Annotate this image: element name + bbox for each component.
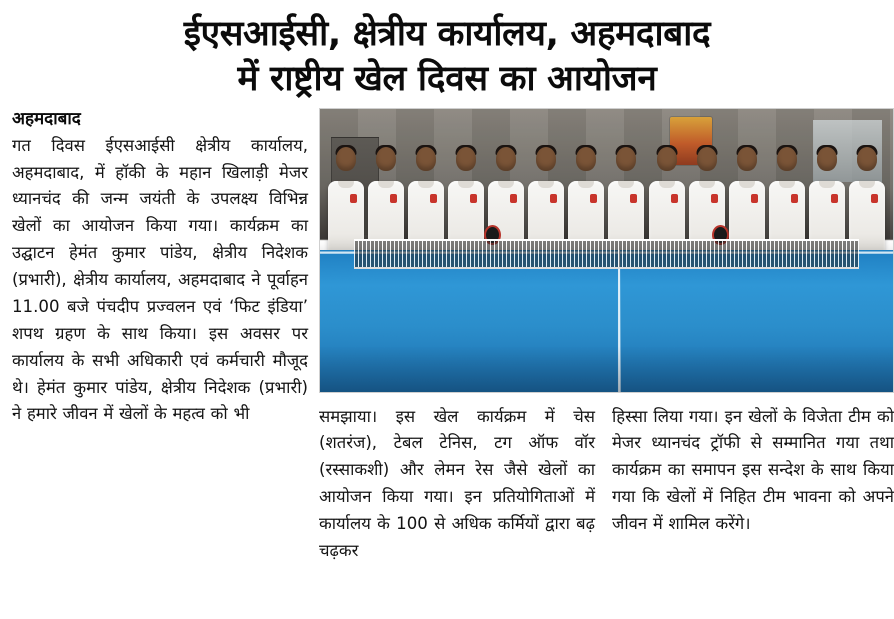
person-collar — [659, 181, 675, 188]
person-head — [536, 147, 556, 171]
person-collar — [378, 181, 394, 188]
page-title — [20, 12, 874, 102]
shirt-logo-icon — [430, 194, 437, 203]
person-collar — [618, 181, 634, 188]
person-head — [336, 147, 356, 171]
dateline: अहमदाबाद — [12, 108, 81, 129]
article-text-right: हिस्सा लिया गया। इन खेलों के विजेता टीम को मेजर ध्यानचंद ट्रॉफी से सम्मानित गया तथा कार्यक्रम का समापन इस सन्देश के साथ किया गया कि खेलों में निहित टीम भावना को अपने जीवन में शामिल करेंगे। — [612, 406, 894, 534]
table-tennis-net — [354, 239, 858, 269]
shirt-logo-icon — [831, 194, 838, 203]
person-head — [576, 147, 596, 171]
shirt-logo-icon — [871, 194, 878, 203]
article-body — [12, 108, 894, 588]
person-head — [857, 147, 877, 171]
shirt-logo-icon — [510, 194, 517, 203]
article-text-left: गत दिवस ईएसआईसी क्षेत्रीय कार्यालय, अहमदाबाद, में हॉकी के महान खिलाड़ी मेजर ध्यानचंद की जन्म जयंती के उपलक्ष्य विभिन्न खेलों का आयोजन किया गया। कार्यक्रम का उद्घाटन हेमंत कुमार पांडेय, क्षेत्रीय निदेशक (प्रभारी), क्षेत्रीय कार्यालय, अहमदाबाद ने पूर्वाहन 11.00 बजे पंचदीप प्रज्वलन एवं ‘फिट इंडिया’ शपथ ग्रहण के साथ किया। इस अवसर पर कार्यालय के सभी अधिकारी एवं कर्मचारी मौजूद थे। हेमंत कुमार पांडेय, क्षेत्रीय निदेशक (प्रभारी) ने हमारे जीवन में खेलों के महत्व को भी — [12, 135, 308, 424]
shirt-logo-icon — [711, 194, 718, 203]
person-collar — [338, 181, 354, 188]
person-head — [456, 147, 476, 171]
shirt-logo-icon — [751, 194, 758, 203]
column-left — [12, 108, 308, 429]
shirt-logo-icon — [791, 194, 798, 203]
person-head — [777, 147, 797, 171]
article-photo — [319, 108, 894, 393]
person-collar — [699, 181, 715, 188]
person-head — [496, 147, 516, 171]
person-collar — [578, 181, 594, 188]
person-collar — [418, 181, 434, 188]
person-collar — [779, 181, 795, 188]
person-collar — [458, 181, 474, 188]
person-head — [616, 147, 636, 171]
person-collar — [819, 181, 835, 188]
shirt-logo-icon — [630, 194, 637, 203]
shirt-logo-icon — [390, 194, 397, 203]
person-head — [376, 147, 396, 171]
person-head — [817, 147, 837, 171]
person-head — [737, 147, 757, 171]
shirt-logo-icon — [590, 194, 597, 203]
shirt-logo-icon — [350, 194, 357, 203]
article-text-middle: समझाया। इस खेल कार्यक्रम में चेस (शतरंज), टेबल टेनिस, टग ऑफ वॉर (रस्साकशी) और लेमन रेस जैसे खेलों का आयोजन किया गया। इन प्रतियोगिताओं में कार्यालय के 100 से अधिक कर्मियों द्वारा बढ़ चढ़कर — [319, 406, 595, 560]
person-collar — [859, 181, 875, 188]
person-head — [657, 147, 677, 171]
shirt-logo-icon — [470, 194, 477, 203]
person-collar — [739, 181, 755, 188]
photo-scene — [320, 109, 893, 392]
floor-shadow — [320, 346, 893, 391]
shirt-logo-icon — [671, 194, 678, 203]
headline-line-2: में राष्ट्रीय खेल दिवस का आयोजन — [237, 58, 657, 99]
shirt-logo-icon — [550, 194, 557, 203]
person-collar — [498, 181, 514, 188]
headline-line-1: ईएसआईसी, क्षेत्रीय कार्यालय, अहमदाबाद — [183, 14, 711, 54]
person-collar — [538, 181, 554, 188]
person-head — [416, 147, 436, 171]
person-head — [697, 147, 717, 171]
